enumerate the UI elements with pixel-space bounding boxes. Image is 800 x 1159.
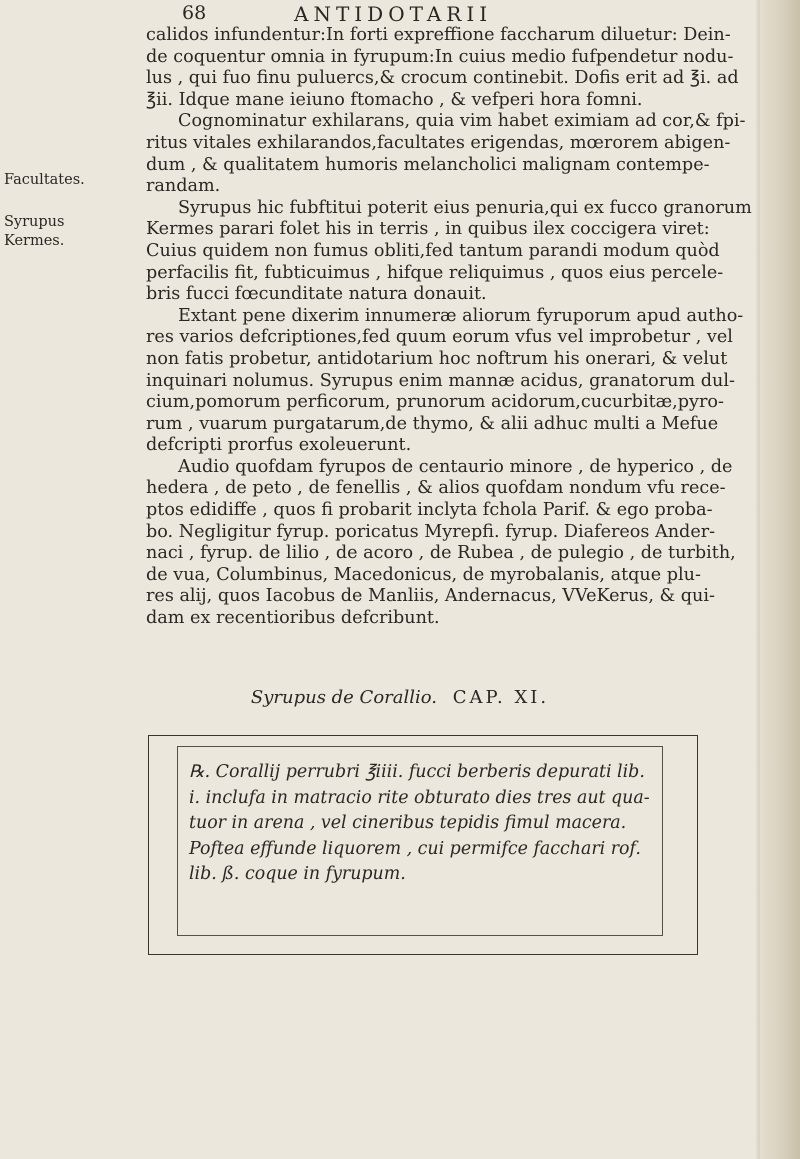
body-line: lus , qui fuo finu puluercs,& crocum continebit. Dofis erit ad ℥i. ad [146,68,739,89]
body-line: Cognominatur exhilarans, quia vim habet eximiam ad cor,& fpi- [178,111,746,132]
recipe-line: ℞. Corallij perrubri ℥iiii. fucci berberis depurati lib. [189,762,645,782]
body-line: perfacilis fit, fubticuimus , hifque reliquimus , quos eius percele- [146,262,724,283]
body-line: ℥ii. Idque mane ieiuno ftomacho , & vefperi hora fomni. [146,89,643,110]
body-line: inquinari nolumus. Syrupus enim mannæ acidus, granatorum dul- [146,370,735,391]
body-line: randam. [146,176,221,197]
recipe-line: Poftea effunde liquorem , cui permifce facchari rof. [189,838,641,859]
recipe-line: i. inclufa in matracio rite obturato dies tres aut qua- [189,787,650,808]
body-line: rum , vuarum purgatarum,de thymo, & alii adhuc multi a Mefue [146,413,719,434]
page-number: 68 [182,2,207,24]
margin-note-syrupus: Syrupus [4,214,65,230]
recipe-text [189,760,669,888]
body-line: res alij, quos Iacobus de Manliis, Andernacus, VVeKerus, & qui- [146,586,715,607]
page-header [0,2,800,24]
body-line: ritus vitales exhilarandos,facultates erigendas, mœrorem abigen- [146,132,731,153]
body-line: Syrupus hic fubftitui poterit eius penuria,qui ex fucco granorum [178,197,752,218]
body-line: hedera , de peto , de fenellis , & alios quofdam nondum vfu rece- [146,478,726,499]
body-line: bo. Negligitur fyrup. poricatus Myrepfi. fyrup. Diafereos Ander- [146,521,716,542]
body-line: Extant pene dixerim innumeræ aliorum fyruporum apud autho- [178,305,744,326]
section-heading [0,687,800,708]
body-line: calidos infundentur:In forti expreffione faccharum diluetur: Dein- [146,25,731,45]
section-title: Syrupus de Corallio. [250,687,438,708]
body-line: non fatis probetur, antidotarium hoc noftrum his onerari, & velut [146,348,728,369]
body-line: Kermes parari folet his in terris , in quibus ilex coccigera viret: [146,219,710,240]
body-line: bris fucci fœcunditate natura donauit. [146,284,487,305]
recipe-line: tuor in arena , vel cineribus tepidis fimul macera. [189,813,627,834]
chapter-label: CAP. XI. [452,687,550,708]
body-line: de vua, Columbinus, Macedonicus, de myrobalanis, atque plu- [146,564,701,585]
body-line: res varios defcriptiones,fed quum eorum vfus vel improbetur , vel [146,327,733,348]
body-line: dum , & qualitatem humoris melancholici malignam contempe- [146,154,710,175]
body-line: Cuius quidem non fumus obliti,fed tantum parandi modum quòd [146,240,720,261]
running-title: ANTIDOTARII [294,2,493,26]
body-line: defcripti prorfus exoleuerunt. [146,435,412,456]
margin-note-kermes: Kermes. [4,233,65,249]
body-line: cium,pomorum perficorum, prunorum acidorum,cucurbitæ,pyro- [146,392,724,413]
recipe-line: lib. ß. coque in fyrupum. [189,864,406,885]
body-line: dam ex recentioribus defcribunt. [146,608,440,629]
body-line: Audio quofdam fyrupos de centaurio minore , de hyperico , de [178,456,733,477]
margin-note-facultates: Facultates. [4,172,85,188]
body-line: ptos edidiffe , quos fi probarit inclyta fchola Parif. & ego proba- [146,500,713,521]
body-text [146,25,790,630]
body-line: de coquentur omnia in fyrupum:In cuius medio fufpendetur nodu- [146,46,734,67]
body-line: naci , fyrup. de lilio , de acoro , de Rubea , de pulegio , de turbith, [146,543,736,564]
recipe-box [148,735,698,955]
